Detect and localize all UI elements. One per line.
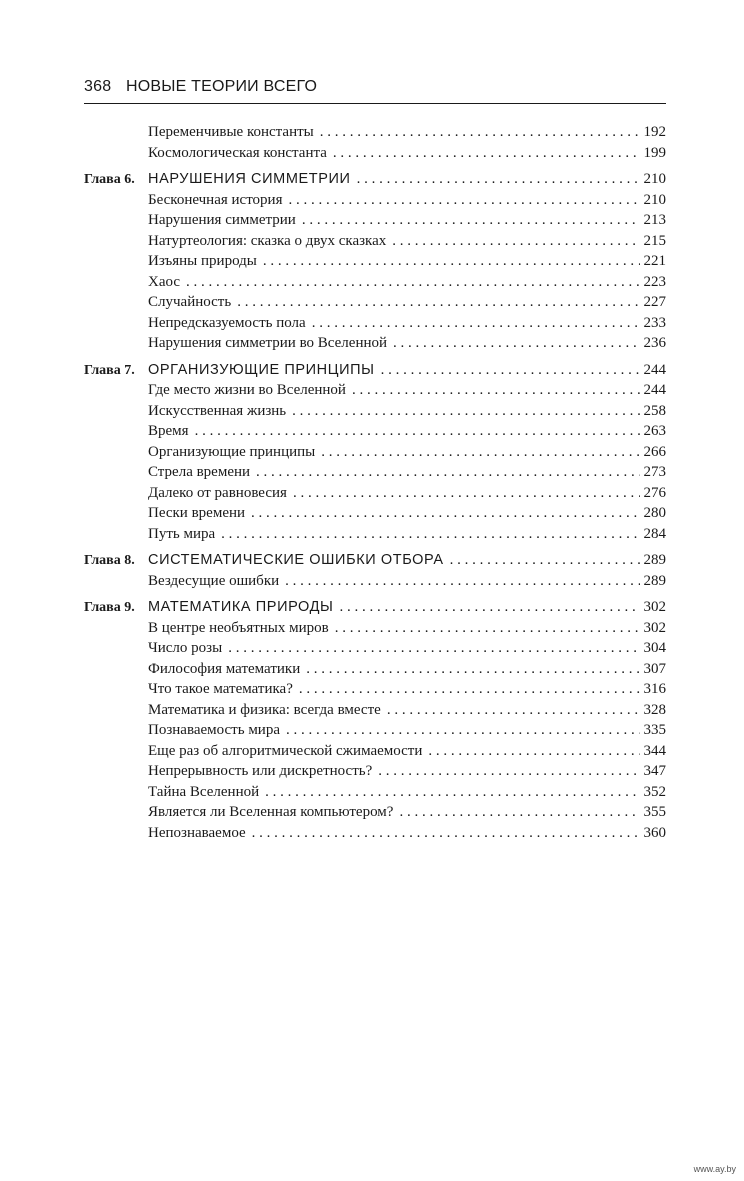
dot-leader xyxy=(251,503,639,524)
chapter-heading xyxy=(84,169,666,190)
entry-title: Переменчивые константы xyxy=(148,124,314,140)
entry-title: Математика и физика: всегда вместе xyxy=(148,701,381,718)
page-ref: 263 xyxy=(643,423,666,439)
intro-entries xyxy=(84,122,666,163)
entry-title: Нарушения симметрии во Вселенной xyxy=(148,335,388,351)
chapter-block xyxy=(84,597,666,843)
toc-entry xyxy=(84,782,666,803)
dot-leader xyxy=(237,292,639,313)
toc-entry xyxy=(84,761,666,782)
chapter-heading xyxy=(84,550,666,571)
toc-entry xyxy=(84,292,666,313)
toc-entry xyxy=(84,524,666,545)
toc-entry xyxy=(84,462,666,483)
entry-title: Непрерывность или дискретность? xyxy=(148,763,373,779)
page-ref: 360 xyxy=(643,824,666,841)
dot-leader xyxy=(357,169,640,190)
page-ref: 233 xyxy=(643,314,666,331)
dot-leader xyxy=(333,143,640,164)
page-ref: 244 xyxy=(643,361,666,378)
dot-leader xyxy=(399,802,639,823)
dot-leader xyxy=(352,380,640,401)
page-ref: 284 xyxy=(643,525,666,542)
entry-title: Непредсказуемость пола xyxy=(148,314,306,331)
entry-title: Нарушения симметрии xyxy=(148,212,296,228)
toc-entry xyxy=(84,720,666,741)
dot-leader xyxy=(339,597,639,618)
page-ref: 355 xyxy=(643,804,666,820)
toc-entry xyxy=(84,741,666,762)
chapter-block xyxy=(84,360,666,545)
entry-title: Пески времени xyxy=(148,505,246,521)
page-ref: 289 xyxy=(643,572,666,589)
page-ref: 215 xyxy=(643,232,666,249)
toc-entry xyxy=(84,503,666,524)
entry-title: Еще раз об алгоритмической сжимаемости xyxy=(148,742,423,759)
toc-entry xyxy=(84,143,666,164)
page-ref: 347 xyxy=(643,763,666,779)
toc-entry xyxy=(84,483,666,504)
chapter-title: МАТЕМАТИКА ПРИРОДЫ xyxy=(148,599,334,615)
page-ref: 199 xyxy=(643,144,666,161)
entry-title: Путь мира xyxy=(148,525,216,542)
toc-entry xyxy=(84,401,666,422)
entry-title: Философия математики xyxy=(148,660,301,677)
dot-leader xyxy=(286,720,640,741)
page-ref: 344 xyxy=(643,742,666,759)
dot-leader xyxy=(393,333,639,354)
page-ref: 244 xyxy=(643,382,666,398)
toc-entry xyxy=(84,190,666,211)
toc-entry xyxy=(84,571,666,592)
running-header xyxy=(84,78,666,102)
entry-title: Число розы xyxy=(148,640,223,656)
page-ref: 276 xyxy=(643,484,666,501)
page-number: 368 xyxy=(84,78,112,95)
dot-leader xyxy=(299,679,640,700)
page-ref: 221 xyxy=(643,253,666,269)
chapter-title: СИСТЕМАТИЧЕСКИЕ ОШИБКИ ОТБОРА xyxy=(148,552,444,568)
page-ref: 328 xyxy=(643,701,666,718)
entry-title: Является ли Вселенная компьютером? xyxy=(148,804,394,820)
page-ref: 210 xyxy=(643,171,666,187)
toc-entry xyxy=(84,679,666,700)
page-ref: 304 xyxy=(643,640,666,656)
page-ref: 227 xyxy=(643,294,666,310)
dot-leader xyxy=(306,659,639,680)
chapter-title: ОРГАНИЗУЮЩИЕ ПРИНЦИПЫ xyxy=(148,361,375,378)
chapter-heading xyxy=(84,360,666,381)
page-ref: 302 xyxy=(643,619,666,636)
entry-title: Время xyxy=(148,423,189,439)
page-ref: 213 xyxy=(643,212,666,228)
dot-leader xyxy=(195,421,640,442)
dot-leader xyxy=(387,700,640,721)
page-ref: 210 xyxy=(643,191,666,208)
entry-title: Стрела времени xyxy=(148,464,251,480)
entry-title: Натуртеология: сказка о двух сказках xyxy=(148,232,387,249)
chapter-label: Глава 7. xyxy=(84,362,135,378)
toc-entry xyxy=(84,618,666,639)
chapter-title: НАРУШЕНИЯ СИММЕТРИИ xyxy=(148,171,351,187)
page-ref: 236 xyxy=(643,335,666,351)
dot-leader xyxy=(381,360,640,381)
entry-title: Далеко от равновесия xyxy=(148,484,287,501)
entry-title: Непознаваемое xyxy=(148,824,246,841)
dot-leader xyxy=(289,190,640,211)
toc-entry xyxy=(84,333,666,354)
toc-entry xyxy=(84,122,666,143)
chapter-label: Глава 6. xyxy=(84,172,135,187)
dot-leader xyxy=(450,550,640,571)
dot-leader xyxy=(263,251,640,272)
watermark: www.ay.by xyxy=(693,1164,736,1174)
page-ref: 192 xyxy=(643,124,666,140)
toc-entry xyxy=(84,802,666,823)
entry-title: В центре необъятных миров xyxy=(148,619,329,636)
toc-entry xyxy=(84,210,666,231)
toc-entry xyxy=(84,823,666,844)
toc-entry xyxy=(84,231,666,252)
dot-leader xyxy=(428,741,639,762)
chapter-block xyxy=(84,169,666,354)
dot-leader xyxy=(221,524,639,545)
header-rule xyxy=(84,103,666,104)
dot-leader xyxy=(292,401,639,422)
entry-title: Бесконечная история xyxy=(148,191,283,208)
page-ref: 258 xyxy=(643,402,666,419)
entry-title: Космологическая константа xyxy=(148,144,327,161)
dot-leader xyxy=(285,571,639,592)
toc-entry xyxy=(84,659,666,680)
entry-title: Хаос xyxy=(148,273,181,290)
page-ref: 289 xyxy=(643,552,666,568)
dot-leader xyxy=(320,122,640,143)
entry-title: Тайна Вселенной xyxy=(148,783,260,800)
dot-leader xyxy=(252,823,640,844)
toc-entry xyxy=(84,380,666,401)
dot-leader xyxy=(302,210,640,231)
dot-leader xyxy=(392,231,639,252)
dot-leader xyxy=(256,462,639,483)
page-ref: 307 xyxy=(643,660,666,677)
toc-entry xyxy=(84,421,666,442)
entry-title: Искусственная жизнь xyxy=(148,402,287,419)
toc-entry xyxy=(84,442,666,463)
toc-entry xyxy=(84,313,666,334)
toc-entry xyxy=(84,272,666,293)
dot-leader xyxy=(321,442,639,463)
chapter-label: Глава 8. xyxy=(84,553,135,568)
toc-entry xyxy=(84,251,666,272)
chapter-label: Глава 9. xyxy=(84,600,135,615)
entry-title: Познаваемость мира xyxy=(148,722,280,738)
entry-title: Что такое математика? xyxy=(148,681,293,697)
entry-title: Случайность xyxy=(148,294,232,310)
entry-title: Изъяны природы xyxy=(148,253,257,269)
chapter-heading xyxy=(84,597,666,618)
chapter-block xyxy=(84,550,666,591)
toc-entry xyxy=(84,638,666,659)
running-title: НОВЫЕ ТЕОРИИ ВСЕГО xyxy=(125,78,318,95)
dot-leader xyxy=(265,782,639,803)
page-ref: 273 xyxy=(643,464,666,480)
page-ref: 223 xyxy=(643,273,666,290)
entry-title: Организующие принципы xyxy=(148,443,316,460)
page-ref: 352 xyxy=(643,783,666,800)
dot-leader xyxy=(312,313,640,334)
page-ref: 266 xyxy=(643,443,666,460)
entry-title: Вездесущие ошибки xyxy=(148,572,280,589)
table-of-contents xyxy=(84,122,666,849)
dot-leader xyxy=(335,618,640,639)
page-ref: 280 xyxy=(643,505,666,521)
dot-leader xyxy=(293,483,640,504)
toc-entry xyxy=(84,700,666,721)
entry-title: Где место жизни во Вселенной xyxy=(148,382,346,398)
dot-leader xyxy=(228,638,639,659)
dot-leader xyxy=(378,761,639,782)
page-ref: 335 xyxy=(643,722,666,738)
page-ref: 316 xyxy=(643,681,666,697)
dot-leader xyxy=(186,272,639,293)
page-ref: 302 xyxy=(643,599,666,615)
